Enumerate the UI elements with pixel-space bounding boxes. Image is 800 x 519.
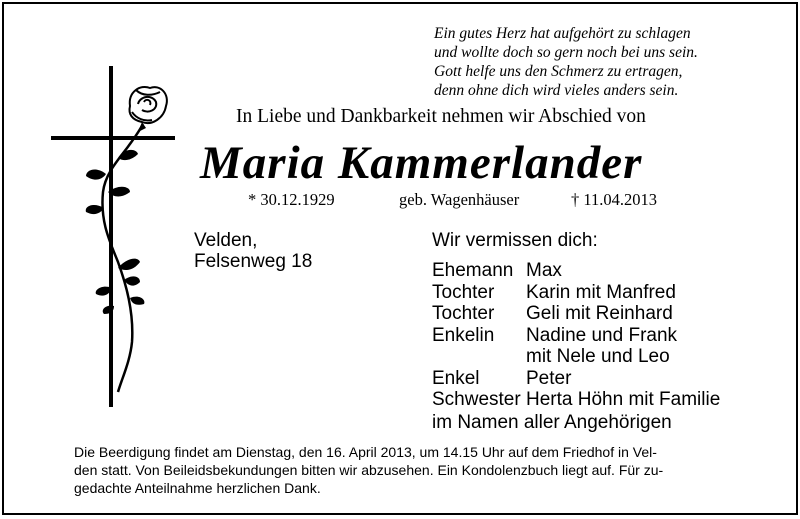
relative-names: Karin mit Manfred xyxy=(526,281,676,303)
list-item xyxy=(432,389,720,411)
verse-line: und wollte doch so gern noch bei uns sein. xyxy=(434,44,698,61)
cross-with-rose-icon xyxy=(48,62,188,412)
mourners-heading: Wir vermissen dich: xyxy=(432,230,598,251)
list-item xyxy=(432,260,720,282)
relation-label: Tochter xyxy=(432,281,495,303)
relative-names: mit Nele und Leo xyxy=(526,346,670,367)
list-item xyxy=(432,325,720,347)
maiden-name: geb. Wagenhäuser xyxy=(399,190,520,209)
birth-date: * 30.12.1929 xyxy=(248,190,335,209)
verse-line: denn ohne dich wird vieles anders sein. xyxy=(434,82,679,99)
list-item xyxy=(432,368,720,390)
mourners-list xyxy=(432,260,720,411)
list-item xyxy=(432,346,720,368)
relation-label xyxy=(432,346,526,368)
relation-label: Enkelin xyxy=(432,324,495,346)
address xyxy=(194,230,312,272)
on-behalf-line: im Namen aller Angehörigen xyxy=(432,412,672,433)
relation-label: Enkel xyxy=(432,367,480,389)
relation-label: Schwester xyxy=(432,389,521,410)
relative-names: Geli mit Reinhard xyxy=(526,303,673,324)
farewell-intro: In Liebe und Dankbarkeit nehmen wir Abschied von xyxy=(236,106,646,127)
deceased-name: Maria Kammerlander xyxy=(200,137,643,189)
relative-names: Max xyxy=(526,260,562,281)
verse-line: Ein gutes Herz hat aufgehört zu schlagen xyxy=(434,25,691,42)
funeral-line: gedachte Anteilnahme herzlichen Dank. xyxy=(74,480,321,496)
verse-line: Gott helfe uns den Schmerz zu ertragen, xyxy=(434,63,683,80)
relative-names: Nadine und Frank xyxy=(526,324,678,346)
memorial-verse xyxy=(434,24,698,100)
funeral-notice xyxy=(74,443,750,497)
funeral-line: Die Beerdigung findet am Dienstag, den 16. April 2013, um 14.15 Uhr auf dem Friedhof in Vel- xyxy=(74,444,657,460)
funeral-line: den statt. Von Beileidsbekundungen bitten wir abzusehen. Ein Kondolenzbuch liegt auf. Für zu- xyxy=(74,462,664,478)
address-street: Felsenweg 18 xyxy=(194,251,313,272)
obituary-notice xyxy=(2,2,798,515)
relation-label: Ehemann xyxy=(432,260,514,281)
relative-names: Peter xyxy=(526,367,572,389)
relative-names: Herta Höhn mit Familie xyxy=(526,389,721,410)
list-item xyxy=(432,282,720,304)
address-town: Velden, xyxy=(194,230,258,251)
relation-label: Tochter xyxy=(432,303,495,324)
death-date: † 11.04.2013 xyxy=(571,190,658,209)
list-item xyxy=(432,303,720,325)
